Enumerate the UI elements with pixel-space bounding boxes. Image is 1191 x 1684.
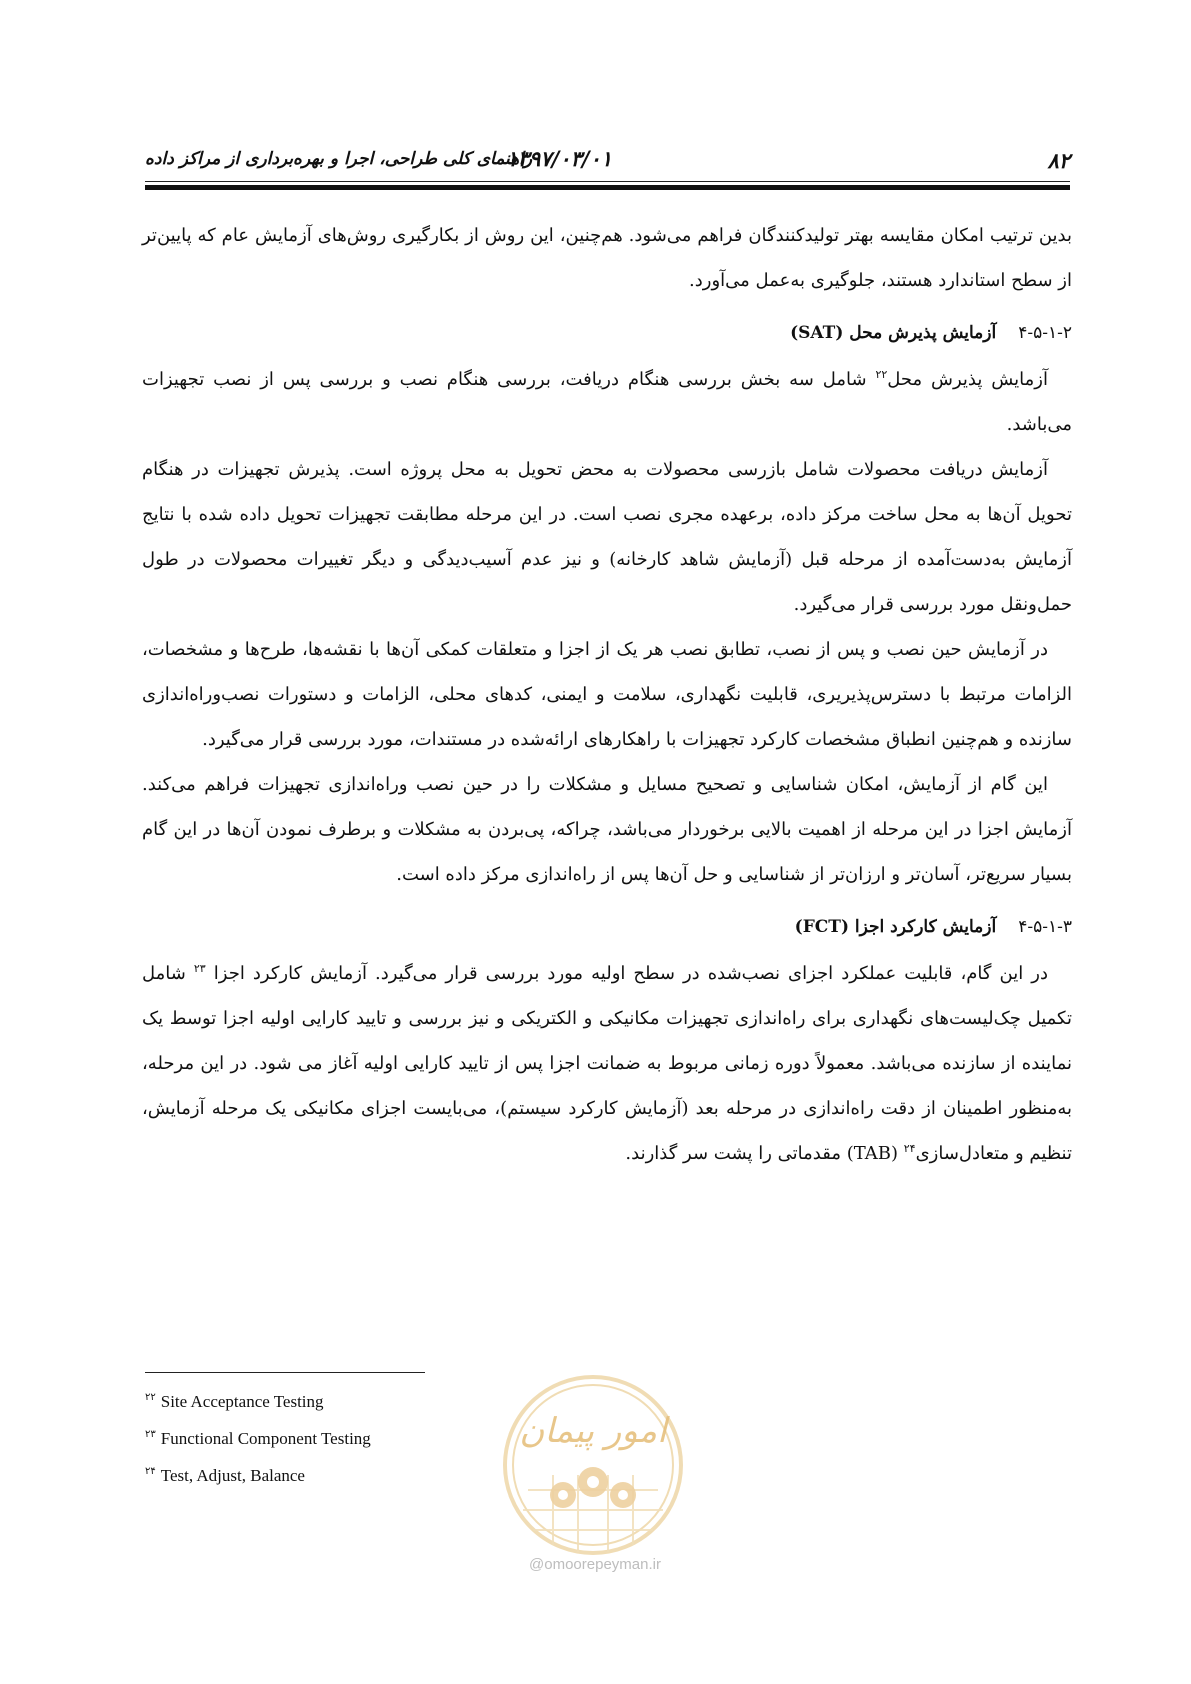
footnotes xyxy=(145,1383,545,1494)
text-run: شامل تکمیل چک‌لیست‌های نگهداری برای راه‌اندازی تجهیزات مکانیکی و الکتریکی و نیز بررسی و تایید کارایی اولیه اجزا توسط یک نماینده از سازنده می‌باشد. معمولاً دوره زمانی مربوط به ضمانت اجزا پس از تایید کارایی اولیه آغاز می شود. در این مرحله، به‌منظور اطمینان از دقت راه‌اندازی در مرحله بعد (آزمایش کارکرد سیستم)، می‌بایست اجزای مکانیکی یک مرحله آزمایش، تنظیم و متعادل‌سازی xyxy=(142,963,1072,1164)
text-run: آزمایش پذیرش محل xyxy=(887,369,1048,390)
watermark: @omoorepeyman.ir xyxy=(529,1556,661,1573)
footnote-ref[interactable]: ۲۲ xyxy=(875,368,888,381)
section-title: آزمایش کارکرد اجزا (FCT) xyxy=(794,917,997,937)
section-title: آزمایش پذیرش محل (SAT) xyxy=(790,323,997,343)
text-run: (TAB) مقدماتی را پشت سر گذارند. xyxy=(625,1143,904,1164)
paragraph-intro: بدین ترتیب امکان مقایسه بهتر تولیدکنندگان فراهم می‌شود. هم‌چنین، این روش از بکارگیری روش‌های آزمایش عام که پایین‌تر از سطح استاندارد هستند، جلوگیری به‌عمل می‌آورد. xyxy=(142,225,1072,291)
footnote-text: Site Acceptance Testing xyxy=(160,1392,324,1411)
section-number: ۴-۵-۱-۳ xyxy=(1018,917,1072,937)
text-run: در این گام، قابلیت عملکرد اجزای نصب‌شده در سطح اولیه مورد بررسی قرار می‌گیرد. آزمایش کارکرد اجزا xyxy=(205,963,1048,984)
footnote-number: ۲۳ xyxy=(145,1429,156,1441)
footnote-item xyxy=(145,1383,545,1420)
footnote-rule xyxy=(145,1372,425,1373)
footnote-item xyxy=(145,1420,545,1457)
header-rule-thin xyxy=(145,181,1070,182)
footnote-item xyxy=(145,1457,545,1494)
paragraph-receiving-test: آزمایش دریافت محصولات شامل بازرسی محصولات به محض تحویل به محل پروژه است. پذیرش تجهیزات در هنگام تحویل آن‌ها به محل ساخت مرکز داده، برعهده مجری نصب است. در این مرحله مطابقت تجهیزات تحویل داده شده با نتایج آزمایش به‌دست‌آمده از مرحله قبل (آزمایش شاهد کارخانه) و نیز عدم آسیب‌دیدگی و دیگر تغییرات محصولات در طول حمل‌ونقل مورد بررسی قرار می‌گیرد. xyxy=(142,459,1072,615)
paragraph-fct xyxy=(142,951,1072,1176)
header-date: ۱۳۹۷/۰۳/۰۱ xyxy=(506,146,612,171)
paragraph-benefits: این گام از آزمایش، امکان شناسایی و تصحیح مسایل و مشکلات را در حین نصب وراه‌اندازی تجهیزات فراهم می‌کند. آزمایش اجزا در این مرحله از اهمیت بالایی برخوردار می‌باشد، چراکه، پی‌بردن به مشکلات و برطرف نمودن آن‌ها در این گام بسیار سریع‌تر، آسان‌تر و ارزان‌تر از شناسایی و حل آن‌ها پس از راه‌اندازی مرکز داده است. xyxy=(142,774,1072,885)
footnote-number: ۲۴ xyxy=(145,1466,156,1478)
footnote-text: Functional Component Testing xyxy=(160,1429,371,1448)
document-body xyxy=(142,213,1072,1176)
footnote-number: ۲۲ xyxy=(145,1392,156,1404)
paragraph-installation-test: در آزمایش حین نصب و پس از نصب، تطابق نصب هر یک از اجزا و متعلقات کمکی آن‌ها با نقشه‌ها، طرح‌ها و مشخصات، الزامات مرتبط با دسترس‌پذیریری، قابلیت نگهداری، سلامت و ایمنی، کدهای محلی، الزامات و دستورات نصب‌وراه‌اندازی سازنده و هم‌چنین انطباق مشخصات کارکرد تجهیزات با راهکارهای ارائه‌شده در مستندات، مورد بررسی قرار می‌گیرد. xyxy=(142,639,1072,750)
section-heading-fct xyxy=(142,909,1072,945)
page-header xyxy=(145,144,1070,180)
section-number: ۴-۵-۱-۲ xyxy=(1018,323,1072,343)
footnote-text: Test, Adjust, Balance xyxy=(160,1466,305,1485)
seal-logo-icon xyxy=(498,1370,688,1560)
footnote-ref[interactable]: ۲۴ xyxy=(903,1142,916,1155)
footnote-ref[interactable]: ۲۳ xyxy=(193,962,206,975)
page-number: ۸۲ xyxy=(1047,148,1070,173)
text-run: شامل سه بخش بررسی هنگام دریافت، بررسی هنگام نصب و بررسی پس از نصب تجهیزات می‌باشد. xyxy=(142,369,1072,435)
header-rule-thick xyxy=(145,185,1070,190)
header-title: راهنمای کلی طراحی، اجرا و بهره‌برداری از مراکز داده xyxy=(145,149,533,169)
seal-text: امور پیمان xyxy=(519,1411,667,1451)
paragraph-sat-definition xyxy=(142,357,1072,447)
section-heading-sat xyxy=(142,315,1072,351)
